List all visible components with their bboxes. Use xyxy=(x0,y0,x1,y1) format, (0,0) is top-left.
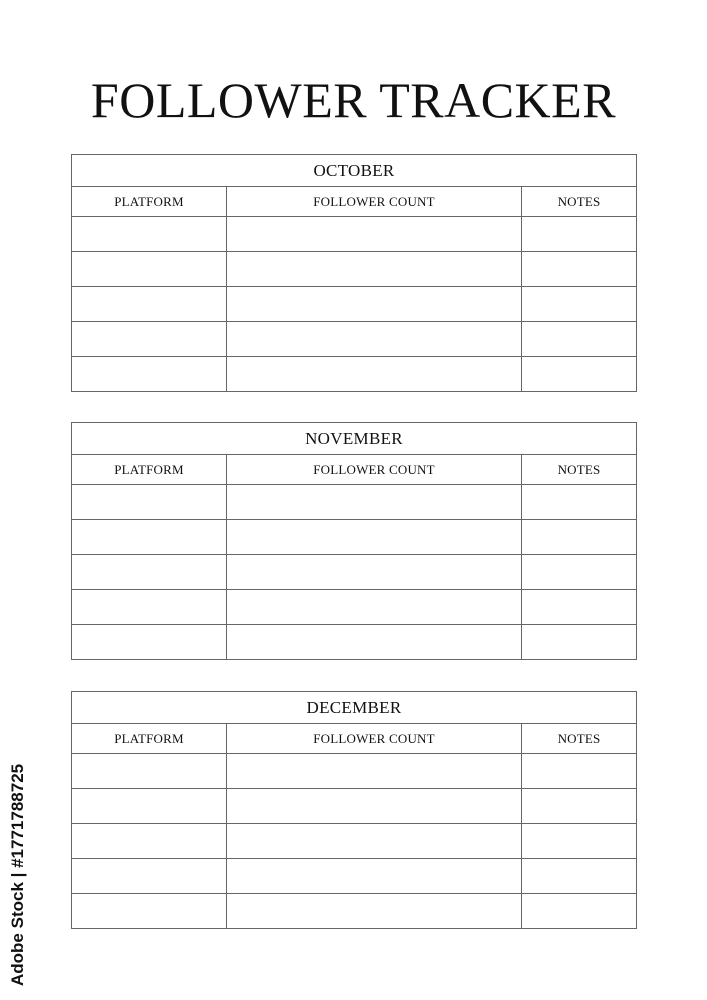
table-row xyxy=(72,789,637,824)
platform-cell[interactable] xyxy=(72,824,227,859)
follower-count-cell[interactable] xyxy=(227,555,522,590)
follower-count-column-header: FOLLOWER COUNT xyxy=(227,724,522,754)
follower-count-cell[interactable] xyxy=(227,859,522,894)
table-row xyxy=(72,859,637,894)
table-row xyxy=(72,894,637,929)
notes-cell[interactable] xyxy=(522,217,637,252)
table-row xyxy=(72,287,637,322)
platform-cell[interactable] xyxy=(72,485,227,520)
notes-cell[interactable] xyxy=(522,789,637,824)
notes-cell[interactable] xyxy=(522,357,637,392)
follower-count-cell[interactable] xyxy=(227,252,522,287)
platform-cell[interactable] xyxy=(72,217,227,252)
month-heading: NOVEMBER xyxy=(72,423,637,455)
notes-cell[interactable] xyxy=(522,859,637,894)
notes-cell[interactable] xyxy=(522,824,637,859)
page-title: FOLLOWER TRACKER xyxy=(90,72,617,128)
notes-cell[interactable] xyxy=(522,520,637,555)
follower-count-cell[interactable] xyxy=(227,287,522,322)
table-row xyxy=(72,555,637,590)
table-row xyxy=(72,824,637,859)
notes-cell[interactable] xyxy=(522,322,637,357)
notes-cell[interactable] xyxy=(522,485,637,520)
platform-cell[interactable] xyxy=(72,357,227,392)
platform-cell[interactable] xyxy=(72,789,227,824)
follower-count-cell[interactable] xyxy=(227,625,522,660)
notes-column-header: NOTES xyxy=(522,724,637,754)
platform-column-header: PLATFORM xyxy=(72,724,227,754)
table-row xyxy=(72,625,637,660)
follower-count-cell[interactable] xyxy=(227,894,522,929)
notes-column-header: NOTES xyxy=(522,455,637,485)
december-tracker-table xyxy=(71,691,637,929)
follower-count-column-header: FOLLOWER COUNT xyxy=(227,455,522,485)
stock-id-label: Adobe Stock | #1771788725 xyxy=(8,763,27,986)
follower-count-cell[interactable] xyxy=(227,357,522,392)
table-row xyxy=(72,357,637,392)
table-row xyxy=(72,590,637,625)
platform-cell[interactable] xyxy=(72,754,227,789)
follower-count-cell[interactable] xyxy=(227,322,522,357)
notes-cell[interactable] xyxy=(522,555,637,590)
notes-cell[interactable] xyxy=(522,252,637,287)
table-row xyxy=(72,485,637,520)
follower-count-cell[interactable] xyxy=(227,754,522,789)
follower-count-cell[interactable] xyxy=(227,520,522,555)
follower-count-cell[interactable] xyxy=(227,485,522,520)
platform-cell[interactable] xyxy=(72,287,227,322)
notes-cell[interactable] xyxy=(522,625,637,660)
month-heading: OCTOBER xyxy=(72,155,637,187)
platform-column-header: PLATFORM xyxy=(72,187,227,217)
table-row xyxy=(72,252,637,287)
november-tracker-table xyxy=(71,422,637,660)
notes-cell[interactable] xyxy=(522,287,637,322)
follower-count-cell[interactable] xyxy=(227,789,522,824)
table-row xyxy=(72,217,637,252)
follower-count-cell[interactable] xyxy=(227,824,522,859)
platform-column-header: PLATFORM xyxy=(72,455,227,485)
notes-column-header: NOTES xyxy=(522,187,637,217)
october-tracker-table xyxy=(71,154,637,392)
platform-cell[interactable] xyxy=(72,520,227,555)
platform-cell[interactable] xyxy=(72,555,227,590)
table-row xyxy=(72,754,637,789)
table-row xyxy=(72,322,637,357)
platform-cell[interactable] xyxy=(72,894,227,929)
month-heading: DECEMBER xyxy=(72,692,637,724)
follower-count-cell[interactable] xyxy=(227,217,522,252)
platform-cell[interactable] xyxy=(72,322,227,357)
table-row xyxy=(72,520,637,555)
platform-cell[interactable] xyxy=(72,625,227,660)
platform-cell[interactable] xyxy=(72,859,227,894)
platform-cell[interactable] xyxy=(72,252,227,287)
follower-count-cell[interactable] xyxy=(227,590,522,625)
notes-cell[interactable] xyxy=(522,754,637,789)
notes-cell[interactable] xyxy=(522,894,637,929)
platform-cell[interactable] xyxy=(72,590,227,625)
follower-count-column-header: FOLLOWER COUNT xyxy=(227,187,522,217)
notes-cell[interactable] xyxy=(522,590,637,625)
